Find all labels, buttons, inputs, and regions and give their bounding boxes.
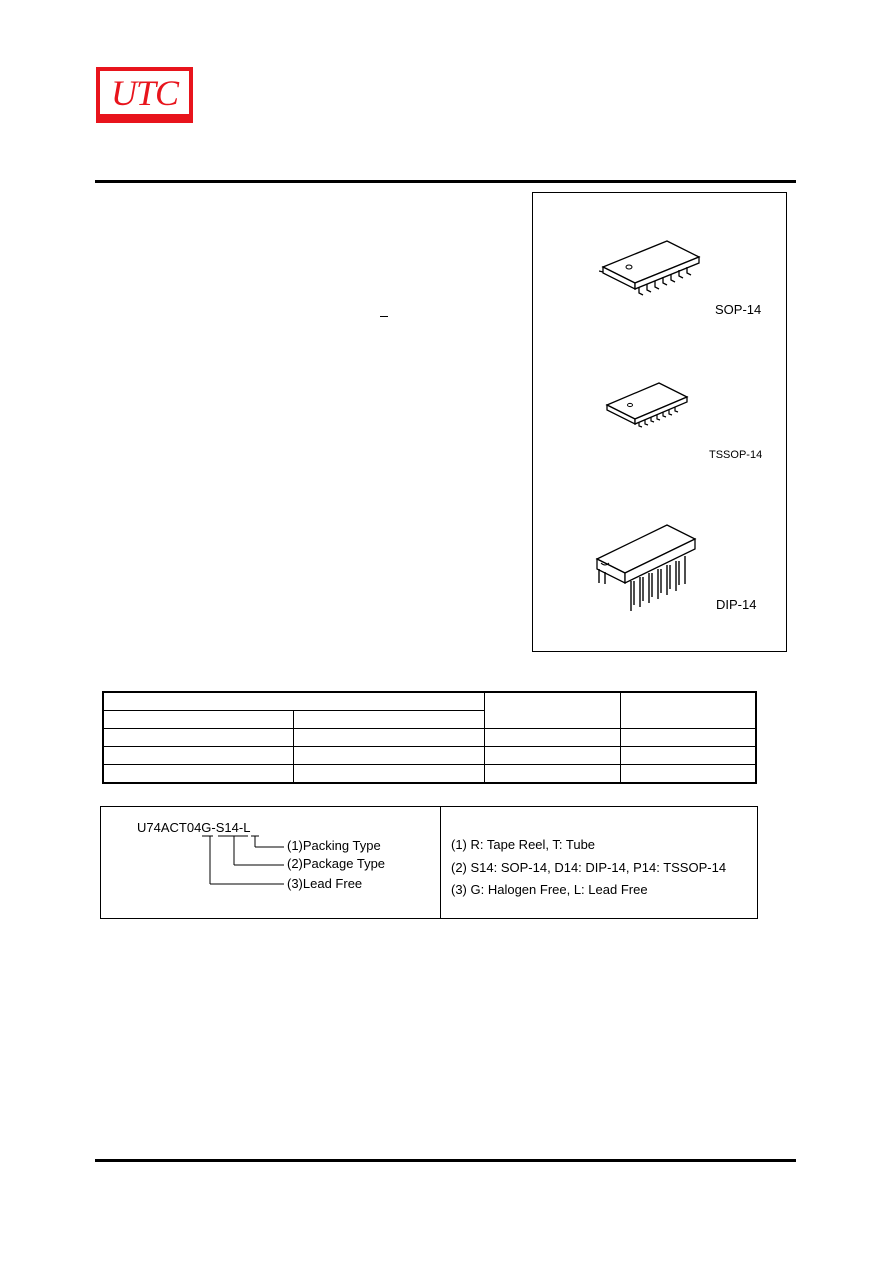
table-cell: [620, 765, 756, 784]
sop-14-package-icon: [599, 237, 705, 299]
legend-packing-type: (1)Packing Type: [287, 838, 381, 853]
table-cell: [293, 747, 484, 765]
part-number-decoder: [100, 806, 758, 919]
header-rule: [95, 180, 796, 183]
table-cell: [484, 747, 620, 765]
table-cell: [103, 711, 293, 729]
table-cell: [103, 765, 293, 784]
note-lead: (3) G: Halogen Free, L: Lead Free: [451, 882, 648, 897]
table-cell: [103, 747, 293, 765]
table-cell: [620, 747, 756, 765]
part-number-tree-lines: [101, 807, 441, 919]
table-cell: [484, 692, 620, 729]
table-cell: [103, 729, 293, 747]
tssop-14-package-icon: [603, 379, 691, 431]
table-row: [103, 747, 756, 765]
table-cell: [293, 765, 484, 784]
legend-lead-free: (3)Lead Free: [287, 876, 363, 891]
text-dash: [380, 316, 388, 317]
utc-logo-text: UTC: [110, 72, 179, 113]
note-packing: (1) R: Tape Reel, T: Tube: [451, 837, 596, 852]
table-cell: [620, 692, 756, 729]
table-cell: [484, 729, 620, 747]
tssop-14-label: TSSOP-14: [709, 449, 763, 461]
dip-14-label: DIP-14: [716, 597, 757, 612]
utc-logo: [96, 67, 193, 123]
table-cell: [484, 765, 620, 784]
footer-rule: [95, 1159, 796, 1162]
sop-14-label: SOP-14: [715, 302, 762, 317]
package-illustrations-box: [532, 192, 787, 652]
table-cell: [620, 729, 756, 747]
ordering-table: [102, 691, 757, 784]
table-row: [103, 765, 756, 784]
table-header-row: [103, 692, 756, 711]
table-row: [103, 729, 756, 747]
utc-logo-inner: [100, 71, 189, 114]
table-cell: [293, 711, 484, 729]
dip-14-package-icon: [591, 521, 701, 615]
note-package: (2) S14: SOP-14, D14: DIP-14, P14: TSSOP-14: [451, 860, 727, 875]
table-cell: [103, 692, 484, 711]
part-number: U74ACT04G-S14-L: [137, 820, 251, 835]
table-cell: [293, 729, 484, 747]
legend-package-type: (2)Package Type: [287, 856, 386, 871]
